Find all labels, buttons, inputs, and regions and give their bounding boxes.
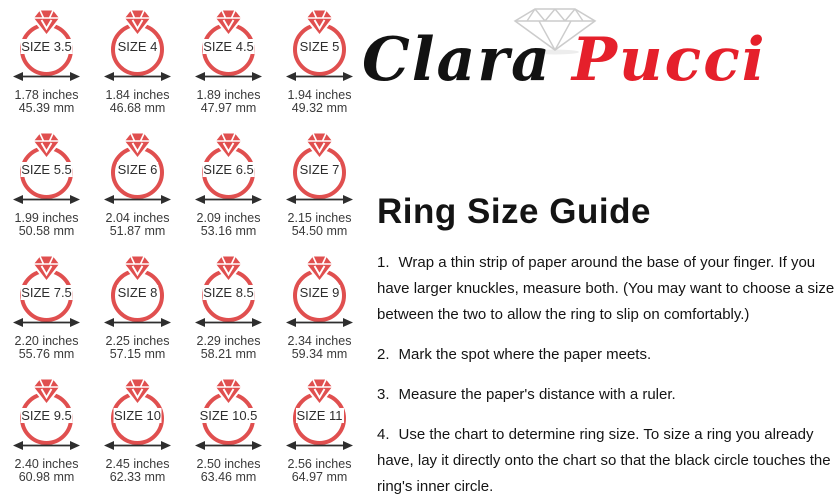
diameter-mm: 54.50 mm	[291, 223, 348, 238]
diameter-arrow-icon	[13, 193, 80, 206]
ring-measurements	[274, 89, 365, 114]
ring-size-cell	[183, 9, 274, 132]
brand-name-clara: Clara	[362, 25, 552, 95]
ring-size-cell	[1, 255, 92, 378]
diameter-arrow-icon	[195, 439, 262, 452]
diameter-inches: 1.89 inches	[196, 88, 261, 102]
ring-illustration	[92, 132, 183, 211]
diameter-mm: 63.46 mm	[200, 469, 257, 484]
diamond-gem-icon	[32, 9, 61, 36]
diameter-mm: 46.68 mm	[109, 100, 166, 115]
ring-size-cell	[1, 378, 92, 501]
ring-size-label: SIZE 4.5	[203, 39, 254, 54]
step-text: Wrap a thin strip of paper around the base of your finger. If you have larger knuckles, measure both. (You may want to choose a size between the two to allow the ring to slip on comfortably.)	[377, 254, 835, 323]
ring-illustration	[92, 9, 183, 88]
diameter-inches: 2.09 inches	[196, 211, 261, 225]
ring-size-grid	[1, 9, 365, 501]
diameter-arrow-icon	[286, 439, 353, 452]
diameter-inches: 1.94 inches	[287, 88, 352, 102]
diameter-mm: 57.15 mm	[109, 346, 166, 361]
diameter-arrow-icon	[104, 439, 171, 452]
diameter-mm: 47.97 mm	[200, 100, 257, 115]
ring-measurements	[183, 335, 274, 360]
ring-size-label: SIZE 5	[299, 39, 340, 54]
diameter-mm: 58.21 mm	[200, 346, 257, 361]
step-number: 2.	[377, 346, 390, 363]
diameter-inches: 1.99 inches	[14, 211, 79, 225]
diameter-mm: 45.39 mm	[18, 100, 75, 115]
diameter-inches: 2.40 inches	[14, 457, 79, 471]
ring-illustration	[274, 378, 365, 457]
ring-measurements	[92, 335, 183, 360]
diamond-gem-icon	[123, 378, 152, 405]
ring-size-cell	[92, 132, 183, 255]
diameter-arrow-icon	[286, 193, 353, 206]
ring-size-cell	[183, 255, 274, 378]
ring-measurements	[92, 458, 183, 483]
diameter-arrow-icon	[195, 193, 262, 206]
ring-measurements	[1, 212, 92, 237]
diameter-arrow-icon	[13, 316, 80, 329]
diameter-mm: 50.58 mm	[18, 223, 75, 238]
ring-size-label: SIZE 11	[296, 408, 343, 423]
diameter-inches: 2.04 inches	[105, 211, 170, 225]
diamond-gem-icon	[123, 9, 152, 36]
ring-illustration	[1, 132, 92, 211]
diameter-arrow-icon	[195, 70, 262, 83]
ring-size-label: SIZE 3.5	[21, 39, 72, 54]
step-text: Measure the paper's distance with a ruler.	[398, 386, 676, 403]
diameter-arrow-icon	[104, 70, 171, 83]
brand-name	[362, 25, 767, 95]
step-number: 3.	[377, 386, 390, 403]
diameter-arrow-icon	[104, 193, 171, 206]
diameter-inches: 2.34 inches	[287, 334, 352, 348]
diamond-gem-icon	[214, 132, 243, 159]
diameter-inches: 2.15 inches	[287, 211, 352, 225]
ring-illustration	[1, 378, 92, 457]
ring-measurements	[274, 335, 365, 360]
ring-size-label: SIZE 10.5	[199, 408, 258, 423]
diameter-arrow-icon	[104, 316, 171, 329]
diamond-gem-icon	[123, 255, 152, 282]
ring-illustration	[274, 9, 365, 88]
ring-measurements	[274, 458, 365, 483]
ring-size-label: SIZE 6.5	[203, 162, 254, 177]
ring-measurements	[92, 89, 183, 114]
ring-measurements	[1, 89, 92, 114]
ring-illustration	[1, 9, 92, 88]
diamond-gem-icon	[32, 378, 61, 405]
diameter-inches: 1.78 inches	[14, 88, 79, 102]
ring-size-label: SIZE 7	[299, 162, 340, 177]
instruction-step	[377, 342, 839, 368]
ring-measurements	[183, 89, 274, 114]
diameter-mm: 64.97 mm	[291, 469, 348, 484]
ring-size-label: SIZE 10	[114, 408, 161, 423]
ring-size-cell	[1, 132, 92, 255]
ring-size-cell	[1, 9, 92, 132]
ring-size-cell	[183, 132, 274, 255]
ring-illustration	[1, 255, 92, 334]
diameter-inches: 2.50 inches	[196, 457, 261, 471]
ring-illustration	[92, 378, 183, 457]
ring-size-cell	[92, 9, 183, 132]
brand-name-pucci: Pucci	[571, 25, 767, 95]
diameter-mm: 62.33 mm	[109, 469, 166, 484]
diameter-mm: 55.76 mm	[18, 346, 75, 361]
brand-logo	[360, 6, 780, 111]
diameter-mm: 51.87 mm	[109, 223, 166, 238]
diamond-gem-icon	[123, 132, 152, 159]
ring-size-label: SIZE 8	[117, 285, 158, 300]
diamond-gem-icon	[214, 255, 243, 282]
diamond-gem-icon	[305, 378, 334, 405]
diameter-inches: 2.45 inches	[105, 457, 170, 471]
ring-illustration	[274, 255, 365, 334]
ring-measurements	[1, 458, 92, 483]
diameter-mm: 49.32 mm	[291, 100, 348, 115]
ring-size-label: SIZE 9	[299, 285, 340, 300]
ring-size-cell	[92, 255, 183, 378]
ring-size-cell	[92, 378, 183, 501]
instruction-step	[377, 250, 839, 328]
page-title: Ring Size Guide	[377, 192, 651, 231]
ring-measurements	[183, 212, 274, 237]
instruction-step	[377, 422, 839, 500]
ring-measurements	[274, 212, 365, 237]
ring-illustration	[274, 132, 365, 211]
diameter-mm: 60.98 mm	[18, 469, 75, 484]
ring-illustration	[183, 378, 274, 457]
ring-measurements	[183, 458, 274, 483]
ring-illustration	[183, 132, 274, 211]
ring-size-cell	[183, 378, 274, 501]
ring-measurements	[92, 212, 183, 237]
ring-size-label: SIZE 4	[117, 39, 158, 54]
ring-illustration	[92, 255, 183, 334]
diamond-gem-icon	[214, 9, 243, 36]
instruction-step	[377, 382, 839, 408]
step-text: Mark the spot where the paper meets.	[398, 346, 652, 363]
diameter-arrow-icon	[286, 70, 353, 83]
ring-size-cell	[274, 255, 365, 378]
ring-size-cell	[274, 9, 365, 132]
step-number: 4.	[377, 426, 390, 443]
diameter-arrow-icon	[286, 316, 353, 329]
diamond-gem-icon	[32, 255, 61, 282]
diamond-gem-icon	[32, 132, 61, 159]
ring-size-cell	[274, 378, 365, 501]
instruction-list	[377, 250, 839, 501]
diamond-gem-icon	[305, 9, 334, 36]
step-text: Use the chart to determine ring size. To size a ring you already have, lay it directly onto the chart so that the black circle touches the ring's inner circle.	[377, 426, 831, 495]
diameter-arrow-icon	[195, 316, 262, 329]
ring-measurements	[1, 335, 92, 360]
diameter-inches: 1.84 inches	[105, 88, 170, 102]
step-number: 1.	[377, 254, 390, 271]
diameter-inches: 2.29 inches	[196, 334, 261, 348]
diameter-mm: 59.34 mm	[291, 346, 348, 361]
ring-size-cell	[274, 132, 365, 255]
ring-illustration	[183, 9, 274, 88]
ring-size-label: SIZE 6	[117, 162, 158, 177]
diameter-arrow-icon	[13, 70, 80, 83]
ring-size-label: SIZE 8.5	[203, 285, 254, 300]
diameter-arrow-icon	[13, 439, 80, 452]
ring-size-label: SIZE 5.5	[21, 162, 72, 177]
diameter-inches: 2.25 inches	[105, 334, 170, 348]
diameter-mm: 53.16 mm	[200, 223, 257, 238]
diamond-gem-icon	[214, 378, 243, 405]
ring-size-label: SIZE 7.5	[21, 285, 72, 300]
diamond-gem-icon	[305, 255, 334, 282]
diameter-inches: 2.56 inches	[287, 457, 352, 471]
ring-illustration	[183, 255, 274, 334]
ring-size-label: SIZE 9.5	[21, 408, 72, 423]
diamond-gem-icon	[305, 132, 334, 159]
diameter-inches: 2.20 inches	[14, 334, 79, 348]
